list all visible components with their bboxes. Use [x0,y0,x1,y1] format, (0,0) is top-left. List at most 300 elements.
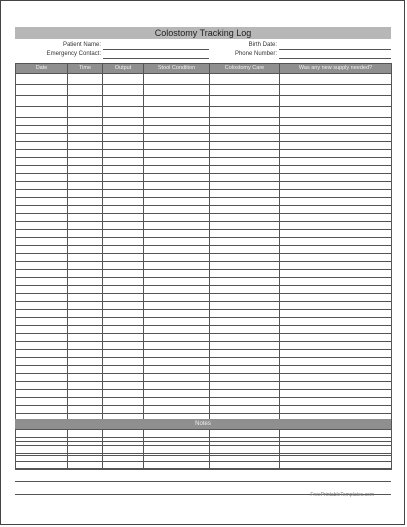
table-cell[interactable] [144,254,210,262]
table-cell[interactable] [68,206,103,214]
patient-name-field[interactable] [103,49,209,50]
table-cell[interactable] [144,182,210,190]
table-cell[interactable] [144,366,210,374]
table-cell[interactable] [280,254,392,262]
table-row [16,150,392,158]
table-cell[interactable] [210,326,280,334]
table-cell[interactable] [16,126,68,134]
table-cell[interactable] [68,246,103,254]
table-body [16,74,392,470]
table-cell[interactable] [144,318,210,326]
table-cell[interactable] [210,166,280,174]
notes-header: Notes [15,419,391,429]
table-cell[interactable] [103,222,144,230]
table-cell[interactable] [68,342,103,350]
table-cell[interactable] [103,262,144,270]
table-cell[interactable] [68,286,103,294]
table-cell[interactable] [103,246,144,254]
table-cell[interactable] [144,286,210,294]
table-cell[interactable] [210,398,280,406]
table-cell[interactable] [210,318,280,326]
table-cell[interactable] [103,350,144,358]
table-cell[interactable] [210,214,280,222]
table-cell[interactable] [16,430,68,438]
table-cell[interactable] [16,342,68,350]
table-cell[interactable] [68,366,103,374]
table-cell[interactable] [280,166,392,174]
table-cell[interactable] [210,107,280,118]
table-cell[interactable] [144,190,210,198]
table-cell[interactable] [280,286,392,294]
table-cell[interactable] [68,358,103,366]
table-cell[interactable] [280,318,392,326]
table-cell[interactable] [103,85,144,96]
table-cell[interactable] [16,238,68,246]
table-cell[interactable] [280,190,392,198]
table-row [16,262,392,270]
notes-line[interactable] [15,468,391,469]
table-cell[interactable] [210,134,280,142]
table-cell[interactable] [144,222,210,230]
table-cell[interactable] [144,85,210,96]
table-cell[interactable] [16,334,68,342]
table-cell[interactable] [280,430,392,438]
table-cell[interactable] [210,74,280,85]
table-cell[interactable] [103,398,144,406]
table-cell[interactable] [68,174,103,182]
table-cell[interactable] [144,238,210,246]
birth-date-field[interactable] [279,49,391,50]
table-cell[interactable] [280,366,392,374]
table-cell[interactable] [68,430,103,438]
table-cell[interactable] [280,85,392,96]
table-cell[interactable] [103,342,144,350]
table-cell[interactable] [68,278,103,286]
footer-credit: FreePrintableTemplates.com [310,492,374,498]
table-cell[interactable] [280,118,392,126]
table-cell[interactable] [103,214,144,222]
table-cell[interactable] [280,310,392,318]
table-cell[interactable] [16,374,68,382]
table-cell[interactable] [103,254,144,262]
col-header-output: Output [103,64,144,74]
table-cell[interactable] [16,406,68,414]
table-cell[interactable] [210,302,280,310]
table-cell[interactable] [16,382,68,390]
table-row [16,398,392,406]
table-cell[interactable] [210,390,280,398]
table-cell[interactable] [144,358,210,366]
table-cell[interactable] [16,134,68,142]
table-cell[interactable] [144,198,210,206]
table-cell[interactable] [210,334,280,342]
table-cell[interactable] [280,398,392,406]
table-cell[interactable] [210,246,280,254]
table-cell[interactable] [16,214,68,222]
emergency-contact-field[interactable] [103,58,209,59]
table-cell[interactable] [144,166,210,174]
table-cell[interactable] [68,334,103,342]
table-cell[interactable] [144,118,210,126]
table-cell[interactable] [16,262,68,270]
table-cell[interactable] [280,142,392,150]
table-header-row [16,64,392,74]
table-cell[interactable] [210,222,280,230]
table-cell[interactable] [103,286,144,294]
table-cell[interactable] [103,430,144,438]
table-cell[interactable] [210,406,280,414]
table-cell[interactable] [16,166,68,174]
table-cell[interactable] [68,310,103,318]
table-cell[interactable] [280,334,392,342]
table-row [16,230,392,238]
table-cell[interactable] [144,96,210,107]
table-cell[interactable] [280,446,392,454]
table-cell[interactable] [103,118,144,126]
table-cell[interactable] [103,390,144,398]
table-cell[interactable] [68,390,103,398]
table-cell[interactable] [210,366,280,374]
table-cell[interactable] [103,278,144,286]
table-cell[interactable] [68,294,103,302]
table-cell[interactable] [16,390,68,398]
table-row [16,246,392,254]
table-cell[interactable] [210,238,280,246]
table-cell[interactable] [103,270,144,278]
table-cell[interactable] [144,206,210,214]
table-cell[interactable] [280,198,392,206]
table-cell[interactable] [103,230,144,238]
table-cell[interactable] [103,366,144,374]
table-cell[interactable] [280,214,392,222]
table-row [16,107,392,118]
table-cell[interactable] [16,398,68,406]
table-cell[interactable] [280,126,392,134]
table-row [16,366,392,374]
table-cell[interactable] [280,222,392,230]
table-cell[interactable] [280,350,392,358]
table-cell[interactable] [68,118,103,126]
table-cell[interactable] [68,398,103,406]
table-cell[interactable] [68,190,103,198]
table-cell[interactable] [280,270,392,278]
table-cell[interactable] [103,134,144,142]
table-cell[interactable] [16,85,68,96]
table-cell[interactable] [280,374,392,382]
table-cell[interactable] [280,358,392,366]
table-cell[interactable] [144,174,210,182]
table-row [16,254,392,262]
table-cell[interactable] [103,382,144,390]
birth-date-label: Birth Date: [248,42,277,48]
table-cell[interactable] [210,96,280,107]
table-row [16,270,392,278]
table-cell[interactable] [103,74,144,85]
table-cell[interactable] [280,302,392,310]
table-cell[interactable] [210,342,280,350]
table-cell[interactable] [103,238,144,246]
table-row [16,174,392,182]
table-cell[interactable] [68,134,103,142]
table-cell[interactable] [210,182,280,190]
table-cell[interactable] [144,382,210,390]
table-cell[interactable] [68,126,103,134]
phone-number-field[interactable] [279,58,391,59]
table-cell[interactable] [16,358,68,366]
table-cell[interactable] [16,190,68,198]
table-cell[interactable] [280,182,392,190]
patient-name-label: Patient Name: [62,42,101,48]
table-cell[interactable] [16,198,68,206]
table-cell[interactable] [68,318,103,326]
table-cell[interactable] [144,310,210,318]
table-cell[interactable] [280,150,392,158]
table-cell[interactable] [68,350,103,358]
table-cell[interactable] [210,85,280,96]
table-cell[interactable] [16,142,68,150]
table-row [16,374,392,382]
table-cell[interactable] [103,107,144,118]
table-cell[interactable] [103,406,144,414]
table-cell[interactable] [210,286,280,294]
table-cell[interactable] [16,254,68,262]
table-cell[interactable] [144,334,210,342]
table-cell[interactable] [144,342,210,350]
table-row [16,74,392,85]
table-cell[interactable] [68,166,103,174]
table-row [16,334,392,342]
table-row [16,182,392,190]
table-cell[interactable] [103,206,144,214]
table-cell[interactable] [68,214,103,222]
table-cell[interactable] [68,446,103,454]
table-cell[interactable] [103,150,144,158]
table-cell[interactable] [210,310,280,318]
table-cell[interactable] [144,278,210,286]
table-cell[interactable] [103,294,144,302]
col-header-date: Date [16,64,68,74]
table-cell[interactable] [280,294,392,302]
table-cell[interactable] [103,96,144,107]
table-cell[interactable] [210,230,280,238]
table-cell[interactable] [280,206,392,214]
table-cell[interactable] [144,390,210,398]
table-cell[interactable] [144,74,210,85]
table-cell[interactable] [68,222,103,230]
table-cell[interactable] [16,206,68,214]
table-cell[interactable] [68,182,103,190]
table-cell[interactable] [103,182,144,190]
table-row [16,382,392,390]
table-cell[interactable] [144,107,210,118]
table-cell[interactable] [210,382,280,390]
table-cell[interactable] [68,107,103,118]
table-cell[interactable] [280,74,392,85]
table-cell[interactable] [16,446,68,454]
table-cell[interactable] [103,334,144,342]
table-cell[interactable] [103,302,144,310]
table-cell[interactable] [103,358,144,366]
table-cell[interactable] [210,430,280,438]
table-cell[interactable] [16,294,68,302]
table-cell[interactable] [210,174,280,182]
table-cell[interactable] [280,278,392,286]
table-cell[interactable] [210,126,280,134]
table-cell[interactable] [280,158,392,166]
table-cell[interactable] [280,246,392,254]
table-row [16,158,392,166]
table-row [16,446,392,454]
table-cell[interactable] [16,310,68,318]
table-row [16,390,392,398]
table-cell[interactable] [144,326,210,334]
table-cell[interactable] [280,238,392,246]
table-cell[interactable] [280,262,392,270]
table-cell[interactable] [280,382,392,390]
table-cell[interactable] [68,85,103,96]
table-cell[interactable] [68,230,103,238]
table-cell[interactable] [210,294,280,302]
table-cell[interactable] [280,107,392,118]
notes-line[interactable] [15,455,391,456]
table-cell[interactable] [103,318,144,326]
table-row [16,118,392,126]
table-cell[interactable] [210,158,280,166]
table-cell[interactable] [68,262,103,270]
table-cell[interactable] [16,118,68,126]
table-cell[interactable] [280,174,392,182]
table-cell[interactable] [16,318,68,326]
table-cell[interactable] [16,246,68,254]
table-cell[interactable] [210,254,280,262]
table-cell[interactable] [144,302,210,310]
table-cell[interactable] [68,326,103,334]
table-cell[interactable] [144,270,210,278]
table-cell[interactable] [16,158,68,166]
table-row [16,342,392,350]
table-cell[interactable] [103,166,144,174]
table-cell[interactable] [16,286,68,294]
table-cell[interactable] [210,350,280,358]
notes-line[interactable] [15,481,391,482]
table-cell[interactable] [144,374,210,382]
table-cell[interactable] [144,158,210,166]
col-header-stool-condition: Stool Condition [144,64,210,74]
table-cell[interactable] [210,374,280,382]
table-cell[interactable] [144,446,210,454]
table-cell[interactable] [16,350,68,358]
table-cell[interactable] [210,190,280,198]
table-cell[interactable] [68,254,103,262]
table-cell[interactable] [68,374,103,382]
table-cell[interactable] [16,107,68,118]
table-cell[interactable] [280,406,392,414]
table-cell[interactable] [144,134,210,142]
table-cell[interactable] [16,174,68,182]
table-cell[interactable] [144,142,210,150]
table-cell[interactable] [16,270,68,278]
table-cell[interactable] [16,150,68,158]
table-cell[interactable] [103,326,144,334]
table-cell[interactable] [68,74,103,85]
table-cell[interactable] [280,390,392,398]
table-cell[interactable] [144,294,210,302]
table-cell[interactable] [16,302,68,310]
table-cell[interactable] [210,262,280,270]
emergency-contact-label: Emergency Contact: [46,51,101,57]
table-cell[interactable] [144,214,210,222]
notes-line[interactable] [15,441,391,442]
table-cell[interactable] [210,150,280,158]
table-cell[interactable] [68,406,103,414]
table-cell[interactable] [68,270,103,278]
table-cell[interactable] [210,446,280,454]
table-cell[interactable] [68,142,103,150]
table-cell[interactable] [103,190,144,198]
table-cell[interactable] [210,118,280,126]
table-cell[interactable] [103,310,144,318]
table-cell[interactable] [280,230,392,238]
table-cell[interactable] [210,206,280,214]
table-cell[interactable] [16,74,68,85]
table-cell[interactable] [280,96,392,107]
table-cell[interactable] [144,350,210,358]
table-cell[interactable] [68,238,103,246]
table-cell[interactable] [144,150,210,158]
table-cell[interactable] [144,262,210,270]
table-cell[interactable] [210,198,280,206]
table-cell[interactable] [16,222,68,230]
table-cell[interactable] [280,342,392,350]
table-cell[interactable] [103,126,144,134]
table-cell[interactable] [144,230,210,238]
table-cell[interactable] [103,446,144,454]
table-cell[interactable] [68,302,103,310]
table-cell[interactable] [16,278,68,286]
table-cell[interactable] [210,142,280,150]
table-cell[interactable] [144,126,210,134]
table-cell[interactable] [16,96,68,107]
table-cell[interactable] [210,278,280,286]
table-cell[interactable] [16,182,68,190]
table-cell[interactable] [103,198,144,206]
table-row [16,134,392,142]
table-cell[interactable] [16,230,68,238]
table-cell[interactable] [68,382,103,390]
table-cell[interactable] [68,158,103,166]
table-row [16,96,392,107]
table-cell[interactable] [144,430,210,438]
table-cell[interactable] [103,158,144,166]
table-cell[interactable] [144,406,210,414]
table-cell[interactable] [210,358,280,366]
table-row [16,85,392,96]
table-cell[interactable] [68,198,103,206]
table-cell[interactable] [16,326,68,334]
table-cell[interactable] [16,366,68,374]
table-cell[interactable] [68,96,103,107]
table-cell[interactable] [103,142,144,150]
table-cell[interactable] [144,398,210,406]
table-cell[interactable] [144,246,210,254]
table-cell[interactable] [280,134,392,142]
table-cell[interactable] [210,270,280,278]
table-cell[interactable] [280,326,392,334]
table-cell[interactable] [103,174,144,182]
table-row [16,294,392,302]
table-cell[interactable] [103,374,144,382]
table-cell[interactable] [68,150,103,158]
